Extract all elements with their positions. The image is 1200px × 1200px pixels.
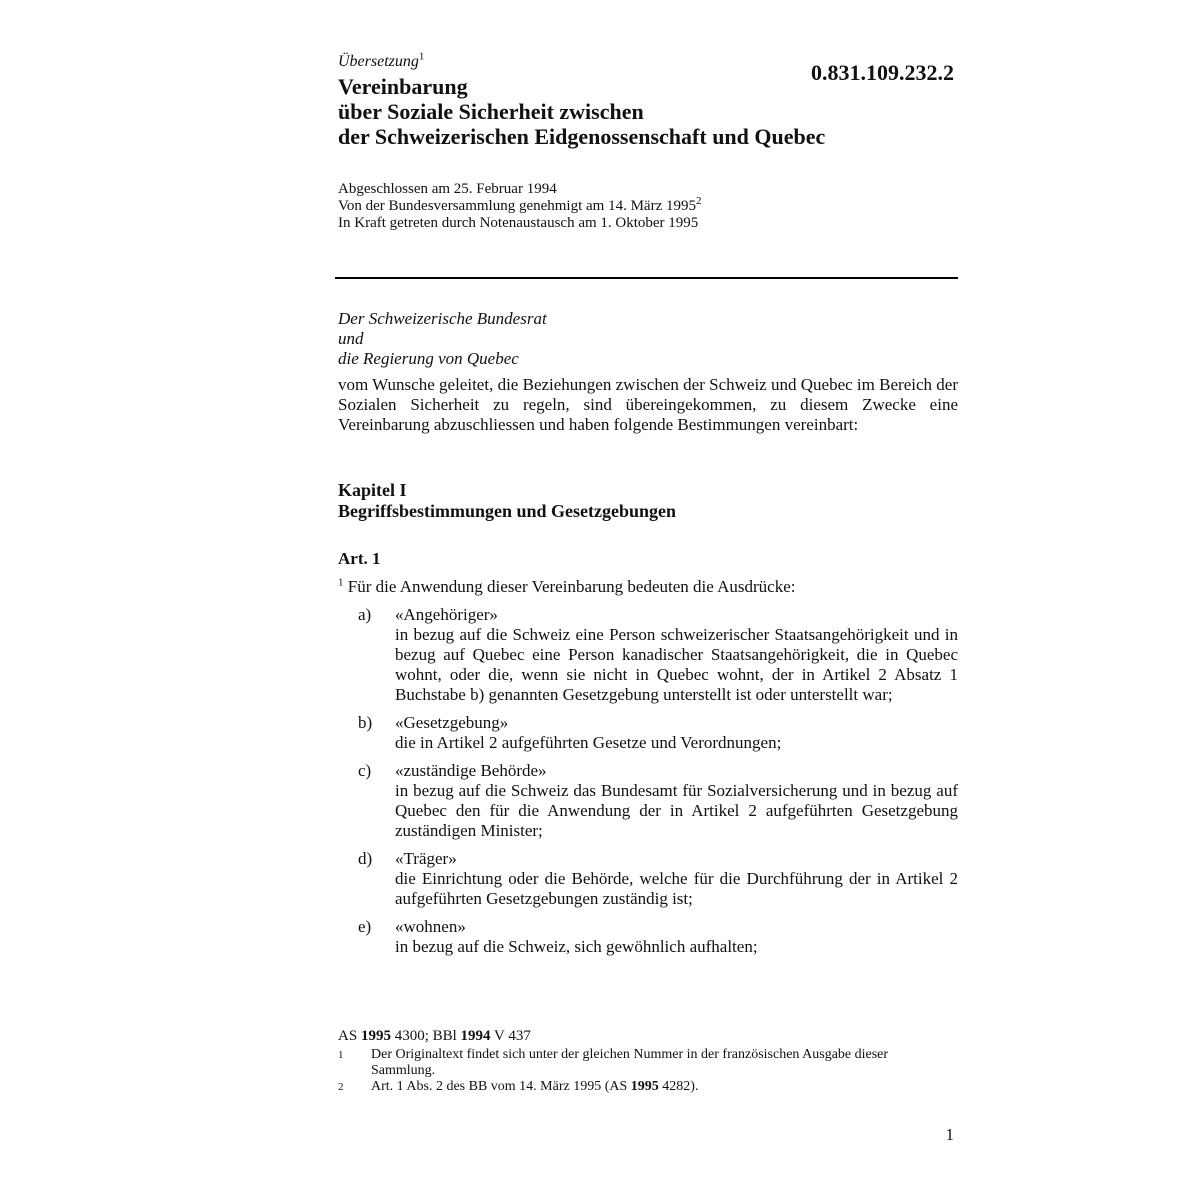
concluded-date: Abgeschlossen am 25. Februar 1994 <box>338 181 557 197</box>
definition-item <box>338 713 958 753</box>
definition-term: «Träger» <box>395 849 457 868</box>
system-number: 0.831.109.232.2 <box>811 60 954 85</box>
definition-term: «wohnen» <box>395 917 466 936</box>
definition-item <box>338 761 958 841</box>
document-meta <box>338 181 702 232</box>
chapter-heading <box>338 480 676 522</box>
chapter-number: Kapitel I <box>338 480 407 500</box>
definition-letter: a) <box>358 605 372 624</box>
definition-term: «Angehöriger» <box>395 605 498 624</box>
definition-text: in bezug auf die Schweiz das Bundesamt für Sozialversicherung und in bezug auf Quebec den für die Anwendung der in Artikel 2 aufgeführten Gesetzgebung zuständigen Minister; <box>395 781 958 840</box>
footnote-2 <box>338 1079 938 1095</box>
definition-term: «Gesetzgebung» <box>395 713 509 732</box>
approved-date: Von der Bundesversammlung genehmigt am 14. März 1995$^2$ <box>338 195 702 214</box>
definition-letter: b) <box>358 713 373 732</box>
title-line: der Schweizerischen Eidgenossenschaft und Quebec <box>338 124 826 149</box>
official-collection-reference: AS 1995 4300; BBl 1994 V 437 <box>338 1028 531 1044</box>
paragraph-number: 1 <box>338 576 344 589</box>
definition-item <box>338 849 958 909</box>
definition-term: «zuständige Behörde» <box>395 761 547 780</box>
party: die Regierung von Quebec <box>338 349 519 368</box>
definitions-list <box>338 605 958 965</box>
preamble-text: vom Wunsche geleitet, die Beziehungen zwischen der Schweiz und Quebec im Bereich der Sozialen Sicherheit zu regeln, sind übereingekommen, zu diesem Zwecke eine Vereinbarung abzuschliessen und haben folgende Bestimmungen vereinbart: <box>338 375 958 434</box>
definition-item <box>338 605 958 705</box>
footnote-number: 2 <box>338 1081 344 1093</box>
document-title <box>338 74 825 149</box>
party: Der Schweizerische Bundesrat <box>338 309 547 328</box>
title-line: Vereinbarung <box>338 74 468 99</box>
definition-text: die Einrichtung oder die Behörde, welche für die Durchführung der in Artikel 2 aufgeführten Gesetzgebungen zuständig ist; <box>395 869 958 908</box>
title-line: über Soziale Sicherheit zwischen <box>338 99 644 124</box>
definition-text: in bezug auf die Schweiz, sich gewöhnlich aufhalten; <box>395 937 758 956</box>
footnotes <box>338 1047 938 1095</box>
footnote-number: 1 <box>338 1049 344 1061</box>
article-title: Art. 1 <box>338 549 381 568</box>
party-connector: und <box>338 329 364 348</box>
definition-text: die in Artikel 2 aufgeführten Gesetze und Verordnungen; <box>395 733 782 752</box>
definition-text: in bezug auf die Schweiz eine Person schweizerischer Staatsangehörigkeit und in bezug auf Quebec eine Person kanadischer Staatsangehörigkeit, die in Quebec wohnt, oder die, wenn sie nicht in Quebec wohnt, der in Artikel 2 Absatz 1 Buchstabe b) genannten Gesetzgebung unterstellt ist oder unterstellt war; <box>395 625 958 704</box>
definition-item <box>338 917 958 957</box>
definition-letter: c) <box>358 761 372 780</box>
definition-letter: e) <box>358 917 372 936</box>
contracting-parties <box>338 309 547 369</box>
translation-label: Übersetzung$^1$ <box>338 50 425 70</box>
in-force-date: In Kraft getreten durch Notenaustausch am 1. Oktober 1995 <box>338 215 699 231</box>
footnote-ref-1[interactable]: 1 <box>418 50 425 63</box>
footnote-ref-2[interactable]: 2 <box>696 195 702 207</box>
footnote-1 <box>338 1047 938 1079</box>
chapter-title: Begriffsbestimmungen und Gesetzgebungen <box>338 501 677 521</box>
definition-letter: d) <box>358 849 373 868</box>
footnote-text: Der Originaltext findet sich unter der gleichen Nummer in der französischen Ausgabe dieser Sammlung. <box>371 1047 889 1078</box>
article-paragraph: $^1$ Für die Anwendung dieser Vereinbarung bedeuten die Ausdrücke: <box>338 576 796 596</box>
footnote-text: Art. 1 Abs. 2 des BB vom 14. März 1995 (AS 1995 4282). <box>371 1079 699 1094</box>
page-number: 1 <box>945 1125 954 1144</box>
header-divider <box>335 277 958 279</box>
